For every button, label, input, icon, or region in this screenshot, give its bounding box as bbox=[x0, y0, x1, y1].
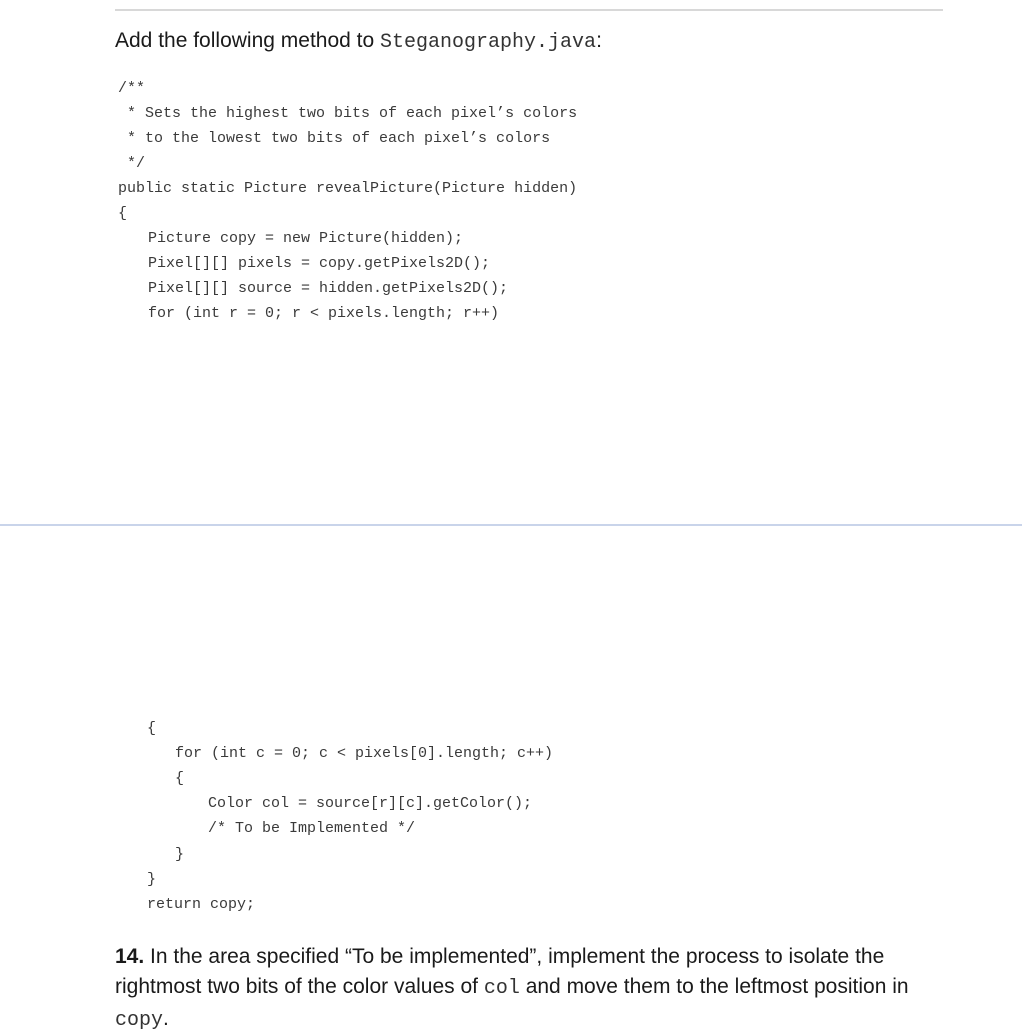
code-line: public static Picture revealPicture(Picture hidden) bbox=[118, 180, 578, 197]
intro-filename: Steganography.java bbox=[380, 31, 597, 54]
question-code-copy: copy bbox=[115, 1009, 164, 1032]
code-line: } bbox=[175, 846, 185, 863]
question-code-col: col bbox=[483, 977, 520, 1000]
question-text: In the area specified “To be implemented”, implement the process to isolate the rightmost two bits of the color values of bbox=[115, 945, 885, 998]
code-line: { bbox=[147, 720, 157, 737]
code-line: * Sets the highest two bits of each pixel’s colors bbox=[118, 105, 578, 122]
code-line: Pixel[][] source = hidden.getPixels2D(); bbox=[148, 280, 509, 297]
code-line: /* To be Implemented */ bbox=[208, 820, 416, 837]
code-line: return copy; bbox=[147, 896, 256, 913]
intro-text bbox=[115, 26, 602, 58]
intro-text-before: Add the following method to bbox=[115, 29, 381, 52]
code-line: for (int r = 0; r < pixels.length; r++) bbox=[148, 305, 500, 322]
code-line: Picture copy = new Picture(hidden); bbox=[148, 230, 464, 247]
question-text: and move them to the leftmost position in bbox=[519, 975, 909, 998]
intro-text-after: : bbox=[596, 29, 602, 52]
code-line: Pixel[][] pixels = copy.getPixels2D(); bbox=[148, 255, 491, 272]
code-line: } bbox=[147, 871, 157, 888]
code-line: /** bbox=[118, 80, 146, 97]
page-break-divider bbox=[0, 524, 1022, 526]
code-line: for (int c = 0; c < pixels[0].length; c++) bbox=[175, 745, 554, 762]
code-line: */ bbox=[118, 155, 146, 172]
code-line: * to the lowest two bits of each pixel’s colors bbox=[118, 130, 551, 147]
question-14 bbox=[115, 942, 915, 1036]
code-line: { bbox=[175, 770, 185, 787]
code-line: { bbox=[118, 205, 128, 222]
question-number: 14. bbox=[115, 945, 145, 968]
question-text: . bbox=[163, 1007, 169, 1030]
code-line: Color col = source[r][c].getColor(); bbox=[208, 795, 533, 812]
top-divider bbox=[115, 9, 943, 11]
